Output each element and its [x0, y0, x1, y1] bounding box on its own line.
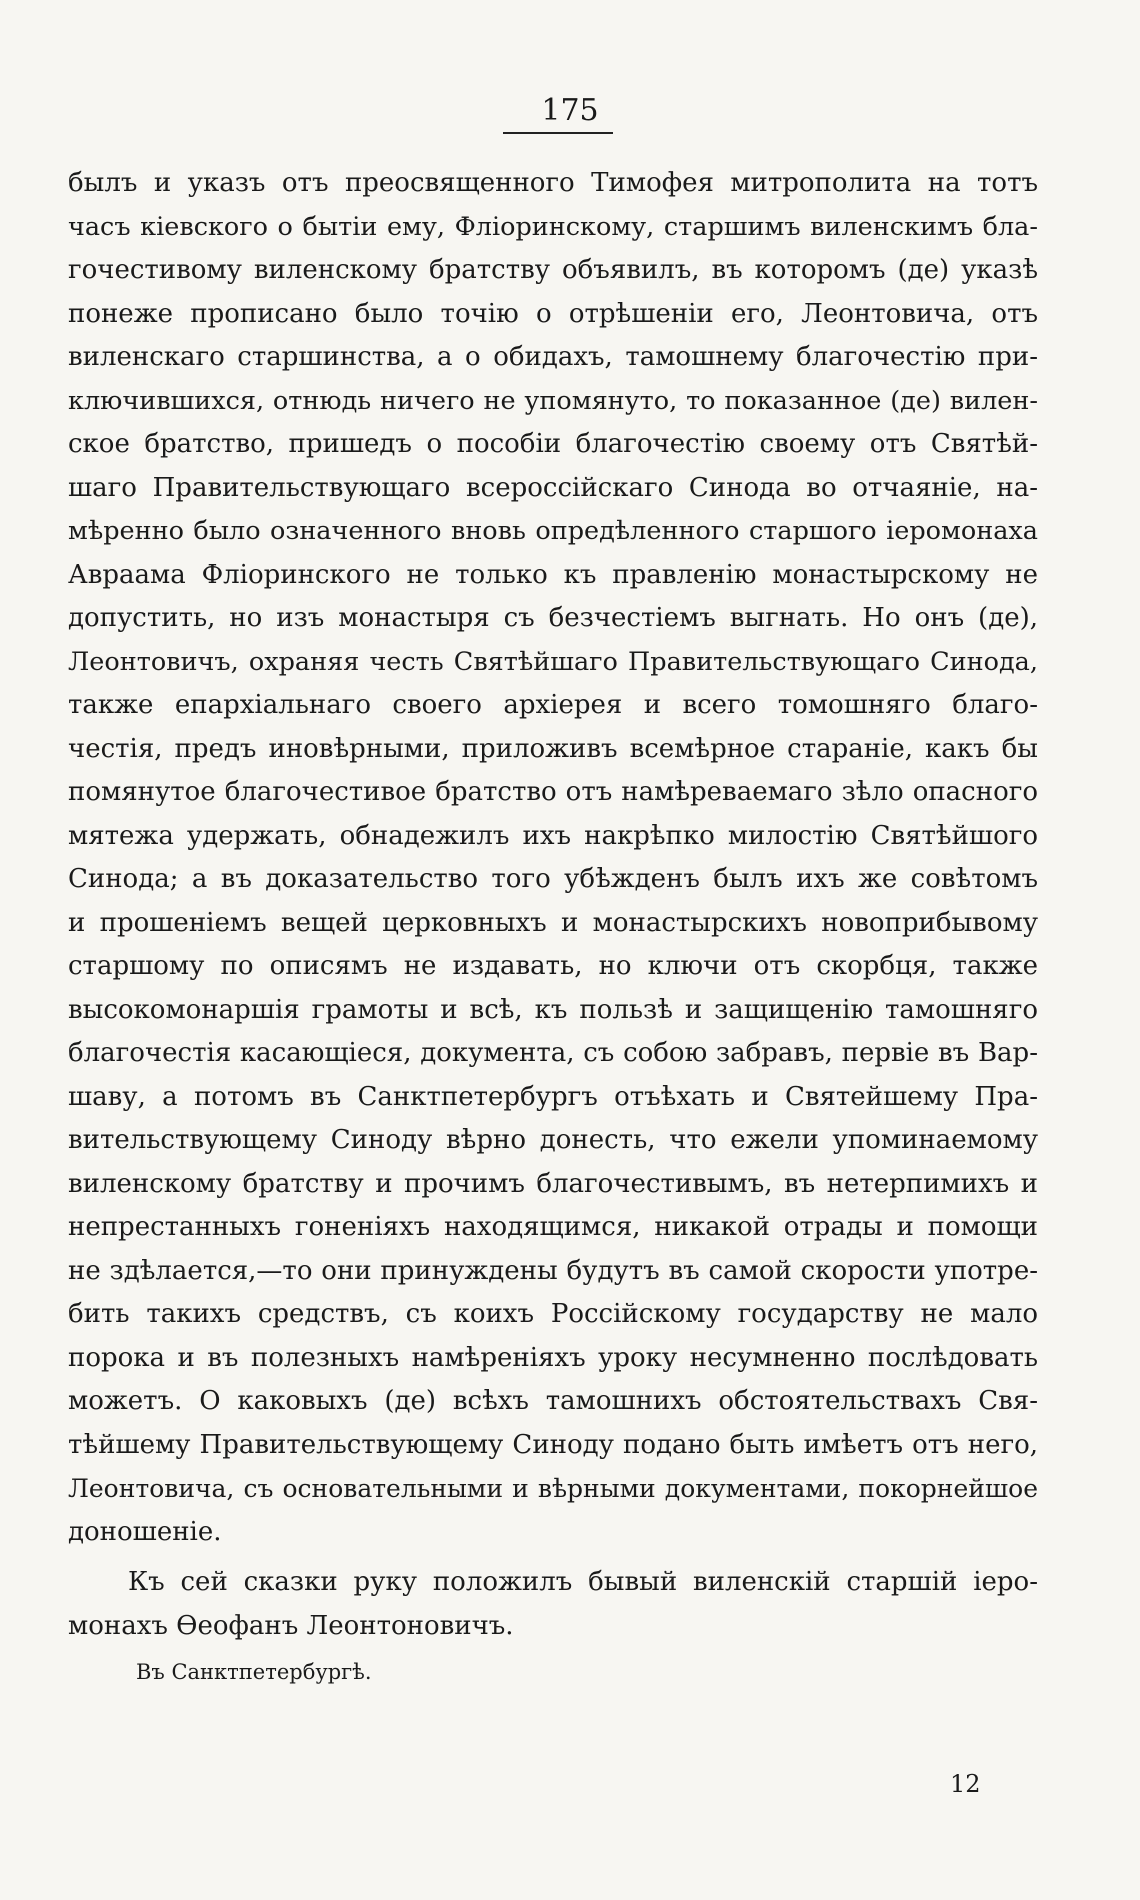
text-line: высокомонаршія грамоты и всѣ, къ пользѣ и защищенію тамошняго: [68, 994, 1038, 1025]
page-number-underline: [503, 132, 613, 134]
page-number: 175: [541, 93, 599, 128]
text-line: можетъ. О каковыхъ (де) всѣхъ тамошнихъ обстоятельствахъ Свя-: [68, 1386, 1038, 1416]
text-line: мятежа удержать, обнадежилъ ихъ накрѣпко милостію Святѣйшого: [68, 820, 1038, 851]
text-line: и прошеніемъ вещей церковныхъ и монастырскихъ новоприбывому: [68, 907, 1038, 938]
text-line: помянутое благочестивое братство отъ намѣреваемаго зѣло опасного: [68, 777, 1038, 807]
text-line: благочестія касающіеся, документа, съ собою забравъ, первіе въ Вар-: [68, 1038, 1038, 1068]
text-line: былъ и указъ отъ преосвященного Тимофея митрополита на тотъ: [68, 168, 1038, 198]
place-line: Въ Санктпетербургѣ.: [136, 1660, 372, 1684]
text-line: Леонтовича, съ основательными и вѣрными документами, покорнейшое: [68, 1474, 1038, 1503]
text-line: тѣйшему Правительствующему Синоду подано быть имѣетъ отъ него,: [68, 1429, 1038, 1460]
text-line: понеже прописано было точію о отрѣшеніи его, Леонтовича, отъ: [68, 298, 1038, 329]
text-line: Авраама Фліоринского не только къ правленію монастырскому не: [68, 559, 1038, 590]
text-line: старшому по описямъ не издавать, но ключи отъ скорбця, также: [68, 951, 1038, 981]
text-line: гочестивому виленскому братству объявилъ, въ которомъ (де) указѣ: [68, 255, 1038, 285]
main-paragraph: [68, 162, 1038, 1554]
text-line: монахъ Ѳеофанъ Леонтоновичъ.: [68, 1610, 514, 1641]
text-line: Леонтовичъ, охраняя честь Святѣйшаго Правительствующаго Синода,: [68, 646, 1038, 677]
text-line: Къ сей сказки руку положилъ бывый виленскій старшій іеро-: [128, 1567, 1038, 1597]
text-line: Синода; а въ доказательство того убѣжденъ былъ ихъ же совѣтомъ: [68, 864, 1038, 894]
text-line: ключившихся, отнюдь ничего не упомянуто, то показанное (де) вилен-: [68, 385, 1038, 416]
text-line: шаву, а потомъ въ Санктпетербургъ отъѣхать и Святейшему Пра-: [68, 1081, 1038, 1112]
text-line: шаго Правительствующаго всероссійскаго Синода во отчаяніе, на-: [68, 472, 1038, 503]
text-line: часъ кіевского о бытіи ему, Фліоринскому, старшимъ виленскимъ бла-: [68, 211, 1038, 242]
text-line: также епархіальнаго своего архіерея и всего томошняго благо-: [68, 690, 1038, 720]
text-line: не здѣлается,—то они принуждены будутъ въ самой скорости употре-: [68, 1255, 1038, 1286]
text-line: вительствующему Синоду вѣрно донесть, что ежели упоминаемому: [68, 1125, 1038, 1155]
text-line: допустить, но изъ монастыря съ безчестіемъ выгнать. Но онъ (де),: [68, 603, 1038, 633]
text-line: бить такихъ средствъ, съ коихъ Россійскому государству не мало: [68, 1299, 1038, 1329]
text-line: виленскому братству и прочимъ благочестивымъ, въ нетерпимихъ и: [68, 1168, 1038, 1199]
text-line: доношеніе.: [68, 1516, 222, 1547]
text-line: ское братство, пришедъ о пособіи благочестію своему отъ Святѣй-: [68, 429, 1038, 459]
text-line: мѣренно было означенного вновь опредѣленного старшого іеромонаха: [68, 516, 1038, 546]
text-line: порока и въ полезныхъ намѣреніяхъ уроку несумненно послѣдовать: [68, 1342, 1038, 1373]
text-line: честія, предъ иновѣрными, приложивъ всемѣрное стараніе, какъ бы: [68, 733, 1038, 764]
signature-paragraph: [68, 1561, 1038, 1648]
text-line: виленскаго старшинства, а о обидахъ, тамошнему благочестію при-: [68, 342, 1038, 372]
text-line: непрестанныхъ гоненіяхъ находящимся, никакой отрады и помощи: [68, 1212, 1038, 1242]
signature-mark: 12: [950, 1770, 981, 1798]
